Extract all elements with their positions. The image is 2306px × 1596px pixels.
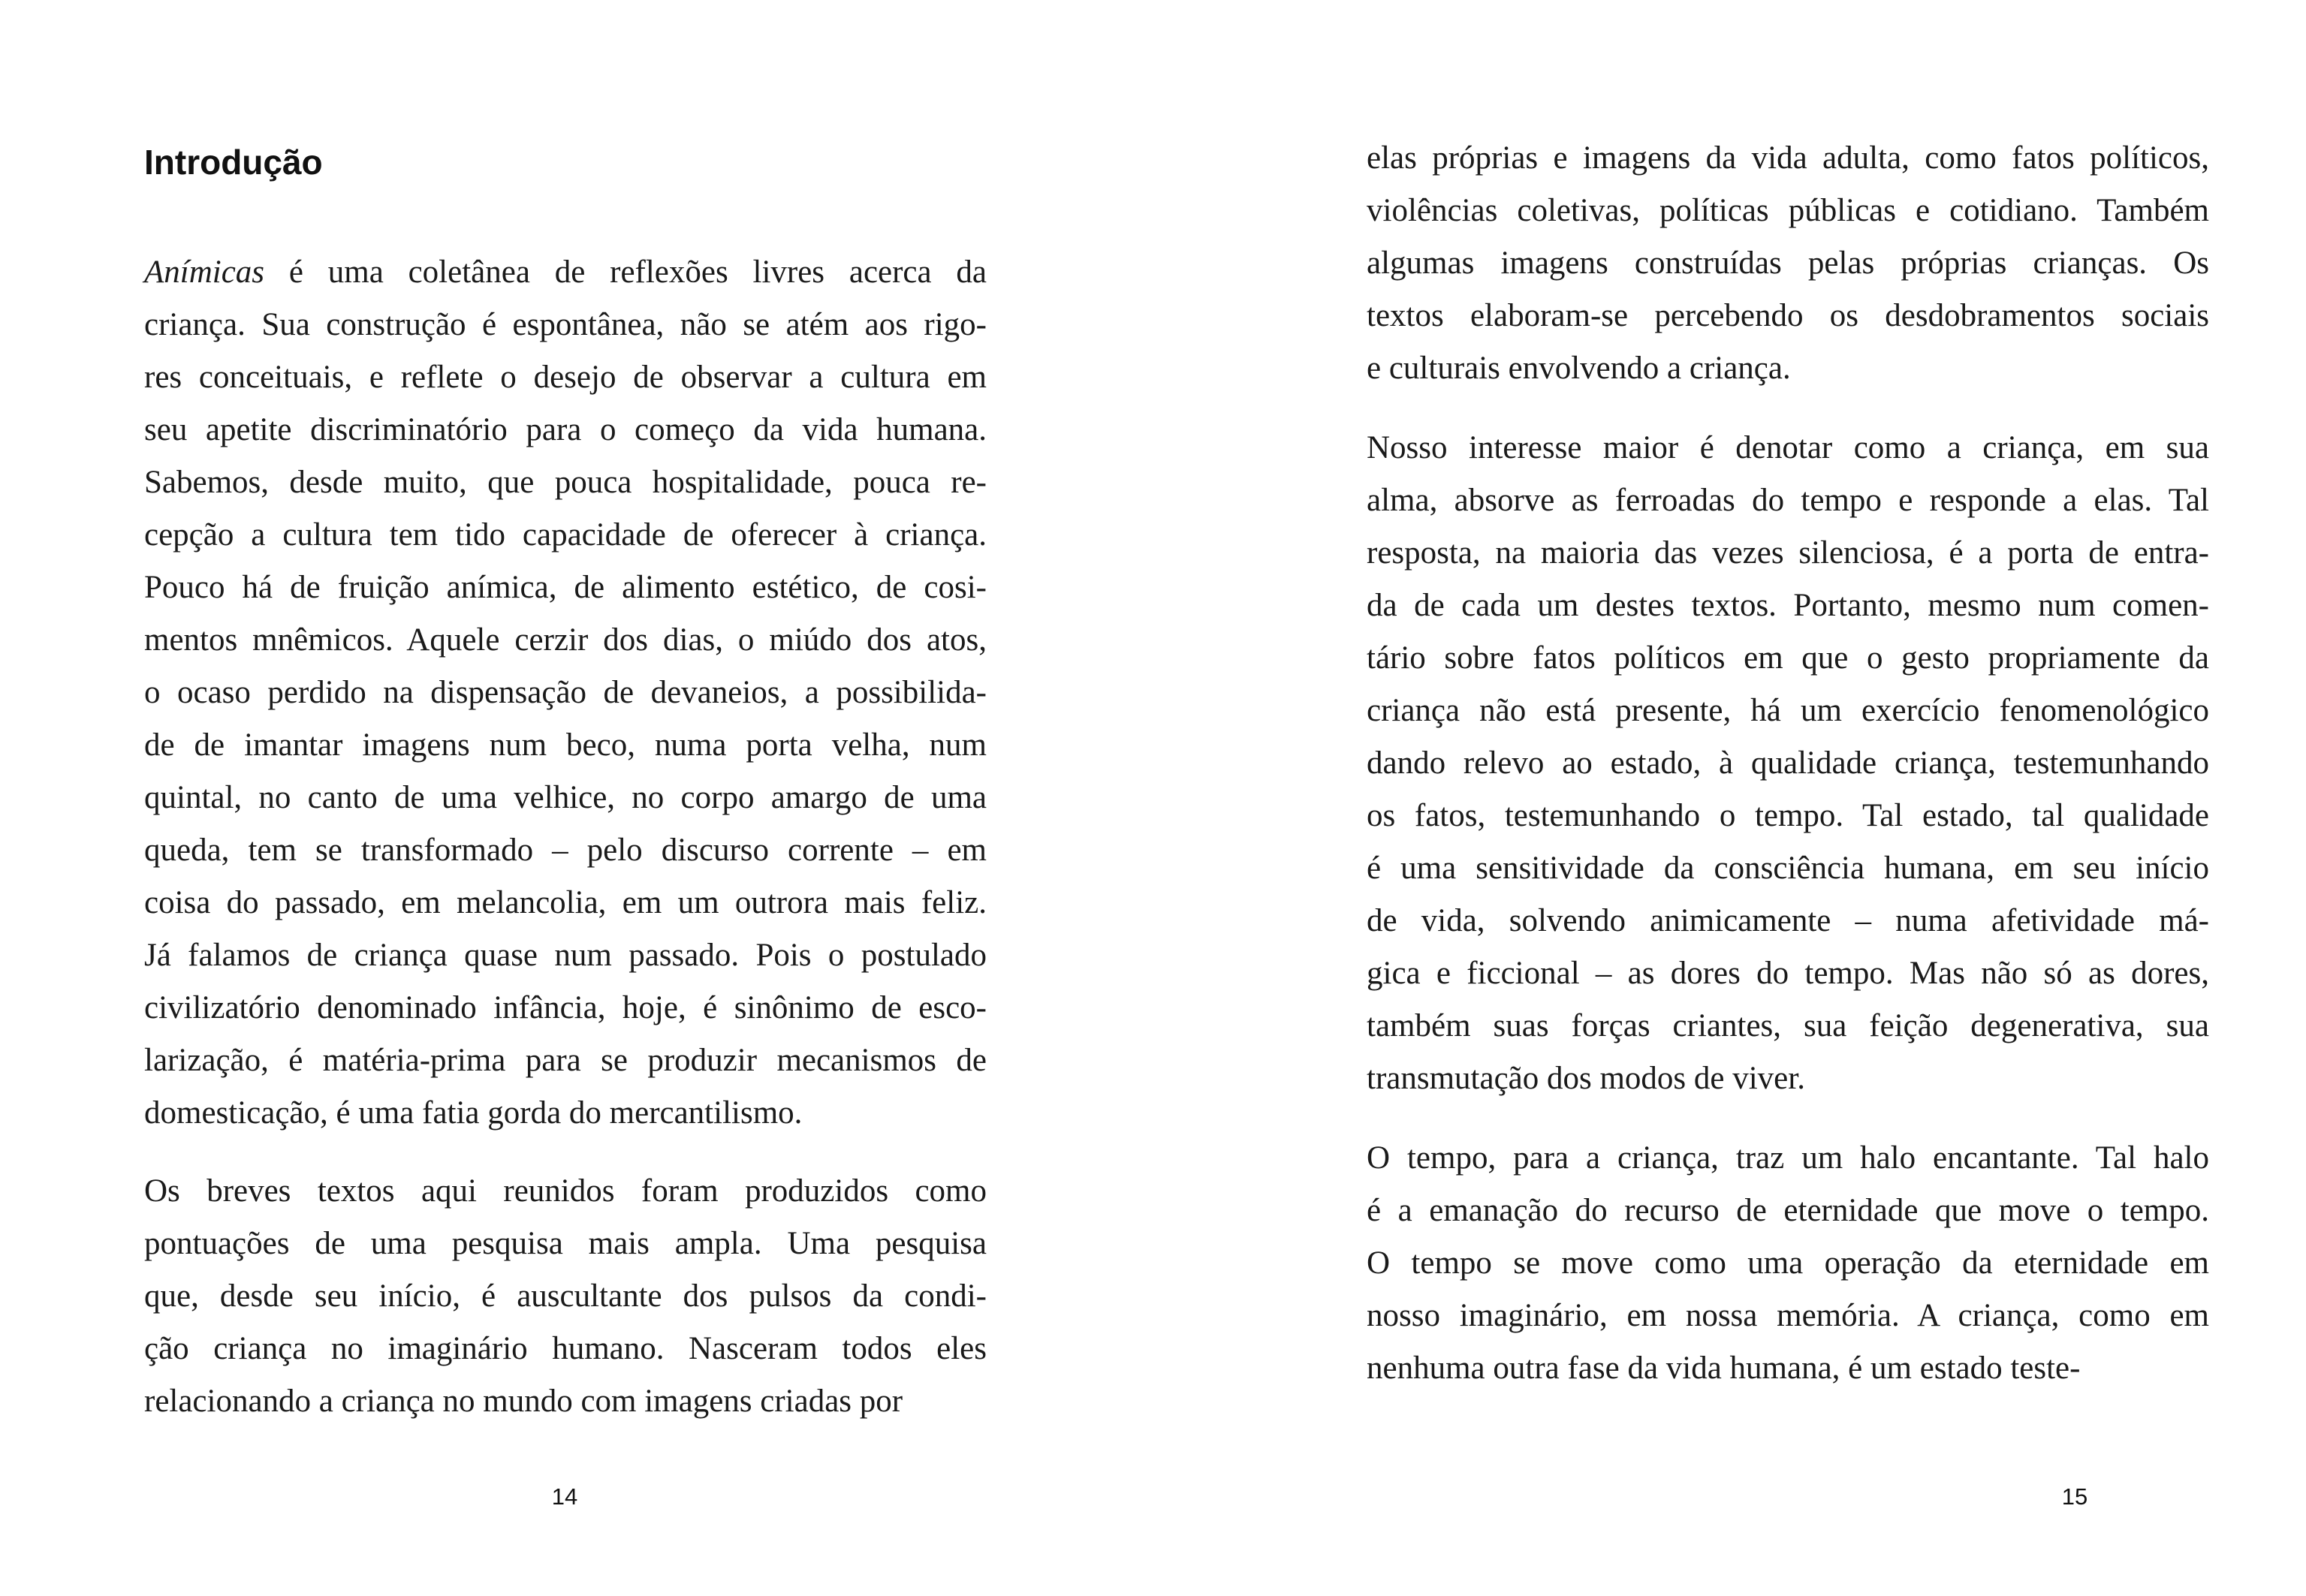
line-text: criança não está presente, há um exercício fenomenológico — [1367, 693, 2209, 728]
text-line — [1367, 1237, 2209, 1290]
text-line — [144, 1323, 987, 1375]
text-line — [144, 404, 987, 456]
text-line — [1367, 1132, 2209, 1185]
book-title-italic: Anímicas — [144, 254, 265, 290]
text-line — [144, 1270, 987, 1323]
text-line — [1367, 737, 2209, 790]
text-line — [1367, 1000, 2209, 1052]
text-line — [1367, 422, 2209, 474]
line-text: O tempo, para a criança, traz um halo encantante. Tal halo — [1367, 1140, 2209, 1176]
line-text: res conceituais, e reflete o desejo de observar a cultura em — [144, 360, 987, 395]
line-text: nenhuma outra fase da vida humana, é um estado teste- — [1367, 1351, 2081, 1386]
text-line — [144, 1218, 987, 1270]
paragraph — [1367, 422, 2209, 1105]
line-text: o ocaso perdido na dispensação de devaneios, a possibilida- — [144, 675, 987, 710]
line-text: cepção a cultura tem tido capacidade de oferecer à criança. — [144, 517, 987, 553]
line-text: nosso imaginário, em nossa memória. A criança, como em — [1367, 1298, 2209, 1333]
line-text: gica e ficcional – as dores do tempo. Mas não só as dores, — [1367, 956, 2209, 991]
page-number: 14 — [551, 1483, 578, 1510]
line-text: ção criança no imaginário humano. Nasceram todos eles — [144, 1331, 987, 1366]
text-line — [1367, 1185, 2209, 1237]
paragraph — [1367, 132, 2209, 395]
text-line — [144, 824, 987, 877]
line-text: de de imantar imagens num beco, numa porta velha, num — [144, 727, 987, 763]
line-text: e culturais envolvendo a criança. — [1367, 351, 1791, 386]
text-line — [1367, 1342, 2209, 1395]
line-text: que, desde seu início, é auscultante dos pulsos da condi- — [144, 1278, 987, 1314]
paragraph — [144, 246, 987, 1140]
text-line — [1367, 185, 2209, 237]
text-line — [1367, 474, 2209, 527]
line-text: relacionando a criança no mundo com imagens criadas por — [144, 1384, 903, 1419]
line-text: é uma coletânea de reflexões livres acerca da — [264, 254, 987, 290]
paragraph-gap — [144, 1140, 987, 1165]
line-text: é a emanação do recurso de eternidade que move o tempo. — [1367, 1193, 2209, 1228]
line-text: domesticação, é uma fatia gorda do mercantilismo. — [144, 1095, 803, 1131]
text-line — [1367, 1052, 2209, 1105]
text-line — [144, 772, 987, 824]
text-line — [1367, 1290, 2209, 1342]
text-line — [1367, 290, 2209, 342]
text-line — [1367, 132, 2209, 185]
line-text: de vida, solvendo animicamente – numa afetividade má- — [1367, 903, 2209, 938]
line-text: seu apetite discriminatório para o começo da vida humana. — [144, 412, 987, 447]
line-text: os fatos, testemunhando o tempo. Tal estado, tal qualidade — [1367, 798, 2209, 833]
right-page — [1153, 0, 2306, 1596]
line-text: tário sobre fatos políticos em que o gesto propriamente da — [1367, 640, 2209, 676]
line-text: elas próprias e imagens da vida adulta, como fatos políticos, — [1367, 140, 2209, 176]
line-text: O tempo se move como uma operação da eternidade em — [1367, 1245, 2209, 1281]
line-text: criança. Sua construção é espontânea, não se atém aos rigo- — [144, 307, 987, 342]
line-text: dando relevo ao estado, à qualidade criança, testemunhando — [1367, 745, 2209, 781]
line-text: Nosso interesse maior é denotar como a criança, em sua — [1367, 430, 2209, 465]
text-line — [1367, 685, 2209, 737]
page-number: 15 — [2061, 1483, 2088, 1510]
text-line — [1367, 947, 2209, 1000]
line-text: algumas imagens construídas pelas próprias crianças. Os — [1367, 245, 2209, 281]
text-line — [144, 719, 987, 772]
text-line — [144, 1034, 987, 1087]
text-line — [144, 351, 987, 404]
line-text: quintal, no canto de uma velhice, no corpo amargo de uma — [144, 780, 987, 815]
line-text: também suas forças criantes, sua feição degenerativa, sua — [1367, 1008, 2209, 1043]
text-line — [144, 509, 987, 562]
text-line — [144, 877, 987, 929]
text-line — [144, 299, 987, 351]
text-line — [144, 1375, 987, 1428]
line-text: civilizatório denominado infância, hoje, é sinônimo de esco- — [144, 990, 987, 1025]
text-line — [144, 1165, 987, 1218]
text-line — [1367, 632, 2209, 685]
left-body-text — [144, 246, 987, 1428]
line-text: Pouco há de fruição anímica, de alimento estético, de cosi- — [144, 570, 987, 605]
line-text: alma, absorve as ferroadas do tempo e responde a elas. Tal — [1367, 483, 2209, 518]
text-line — [1367, 895, 2209, 947]
line-text: textos elaboram-se percebendo os desdobramentos sociais — [1367, 298, 2209, 333]
text-line — [144, 667, 987, 719]
right-body-text — [1367, 132, 2209, 1395]
line-text: Já falamos de criança quase num passado. Pois o postulado — [144, 938, 987, 973]
text-line — [1367, 790, 2209, 842]
text-line — [1367, 342, 2209, 395]
text-line — [144, 456, 987, 509]
paragraph-gap — [1367, 395, 2209, 422]
text-line — [144, 614, 987, 667]
line-text: violências coletivas, políticas públicas e cotidiano. Também — [1367, 193, 2209, 228]
line-text: mentos mnêmicos. Aquele cerzir dos dias, o miúdo dos atos, — [144, 622, 987, 658]
text-line — [144, 562, 987, 614]
line-text: transmutação dos modos de viver. — [1367, 1061, 1805, 1096]
text-line — [144, 1087, 987, 1140]
line-text: larização, é matéria-prima para se produzir mecanismos de — [144, 1043, 987, 1078]
line-text: resposta, na maioria das vezes silenciosa, é a porta de entra- — [1367, 535, 2209, 571]
text-line — [1367, 527, 2209, 580]
line-text: queda, tem se transformado – pelo discurso corrente – em — [144, 833, 987, 868]
section-heading: Introdução — [144, 143, 323, 182]
text-line — [1367, 237, 2209, 290]
line-text: Sabemos, desde muito, que pouca hospitalidade, pouca re- — [144, 465, 987, 500]
line-text: é uma sensitividade da consciência humana, em seu início — [1367, 851, 2209, 886]
paragraph — [144, 1165, 987, 1428]
line-text: pontuações de uma pesquisa mais ampla. Uma pesquisa — [144, 1226, 987, 1261]
text-line — [144, 982, 987, 1034]
line-text: Os breves textos aqui reunidos foram produzidos como — [144, 1173, 987, 1209]
text-line — [144, 246, 987, 299]
paragraph-gap — [1367, 1105, 2209, 1132]
text-line — [144, 929, 987, 982]
text-line — [1367, 842, 2209, 895]
line-text: coisa do passado, em melancolia, em um outrora mais feliz. — [144, 885, 987, 920]
paragraph — [1367, 1132, 2209, 1395]
line-text: da de cada um destes textos. Portanto, mesmo num comen- — [1367, 588, 2209, 623]
text-line — [1367, 580, 2209, 632]
